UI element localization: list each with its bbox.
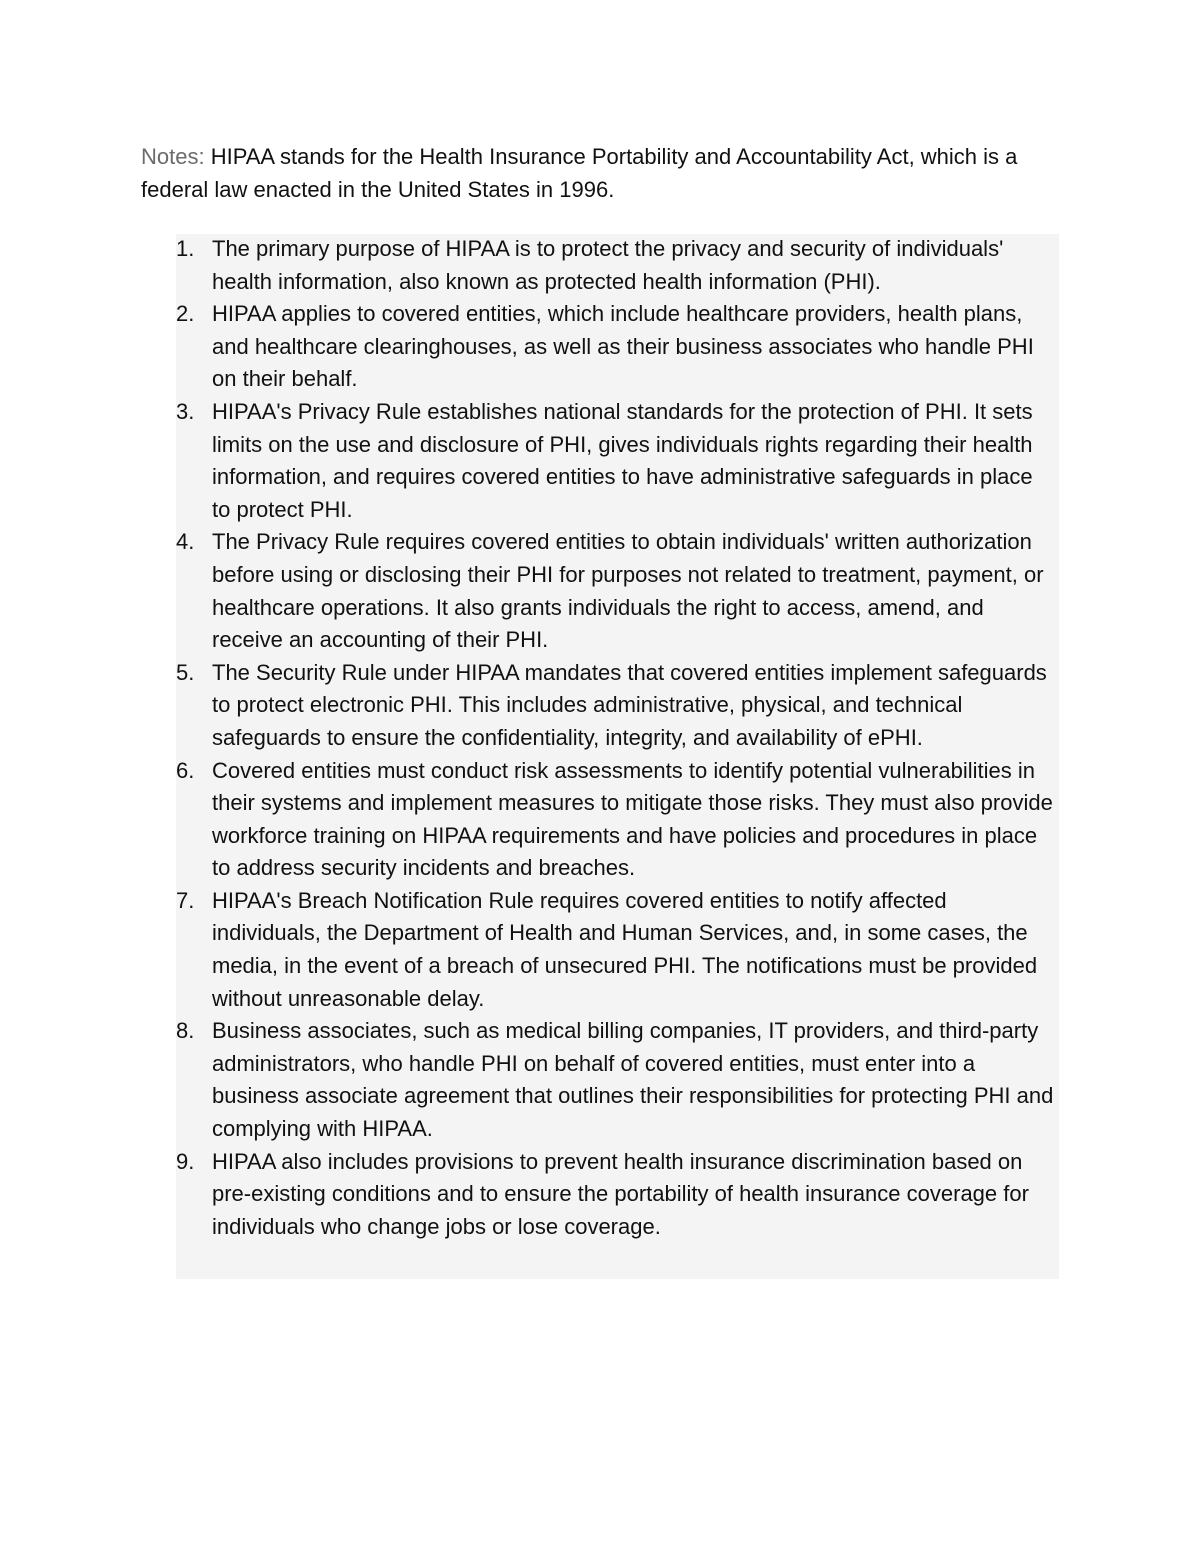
list-item-text: The Security Rule under HIPAA mandates that covered entities implement safeguards to protect electronic PHI. This includes administrative, physical, and technical safeguards to ensure the confidentiality, integrity, and availability of ePHI. (212, 659, 1047, 750)
list-item (176, 1015, 1056, 1145)
list-item-number: 4. (176, 529, 195, 555)
list-item-number: 3. (176, 398, 195, 424)
list-item (176, 755, 1056, 885)
intro-paragraph (141, 141, 1061, 206)
list-item-number: 6. (176, 757, 195, 783)
list-item-number: 1. (176, 236, 195, 261)
list-item (176, 657, 1056, 755)
list-item-text: HIPAA also includes provisions to prevent health insurance discrimination based on pre-existing conditions and to ensure the portability of health insurance coverage for individuals who change jobs or lose coverage. (212, 1148, 1029, 1239)
list-item-number: 5. (176, 659, 195, 685)
list-item (176, 298, 1056, 396)
list-item-number: 8. (176, 1018, 195, 1044)
list-item-text: The primary purpose of HIPAA is to protect the privacy and security of individuals' health information, also known as protected health information (PHI). (212, 236, 1004, 294)
list-item (176, 885, 1056, 1015)
notes-label: Notes: (141, 144, 211, 169)
list-item-text: HIPAA's Privacy Rule establishes national standards for the protection of PHI. It sets limits on the use and disclosure of PHI, gives individuals rights regarding their health information, and requires covered entities to have administrative safeguards in place to protect PHI. (212, 398, 1033, 522)
list-item (176, 526, 1056, 656)
list-item-text: Covered entities must conduct risk assessments to identify potential vulnerabilities in their systems and implement measures to mitigate those risks. They must also provide workforce training on HIPAA requirements and have policies and procedures in place to address security incidents and breaches. (212, 757, 1053, 881)
list-item-text: HIPAA applies to covered entities, which include healthcare providers, health plans, and healthcare clearinghouses, as well as their business associates who handle PHI on their behalf. (212, 301, 1034, 392)
notes-list (176, 233, 1056, 1243)
list-item (176, 1146, 1056, 1244)
list-item (176, 233, 1056, 298)
list-item (176, 396, 1056, 526)
list-item-text: Business associates, such as medical billing companies, IT providers, and third-party administrators, who handle PHI on behalf of covered entities, must enter into a business associate agreement that outlines their responsibilities for protecting PHI and complying with HIPAA. (212, 1018, 1054, 1142)
list-item-number: 9. (176, 1148, 195, 1174)
list-item-number: 2. (176, 301, 195, 327)
list-item-number: 7. (176, 887, 195, 913)
list-item-text: The Privacy Rule requires covered entities to obtain individuals' written authorization before using or disclosing their PHI for purposes not related to treatment, payment, or healthcare operations. It also grants individuals the right to access, amend, and receive an accounting of their PHI. (212, 529, 1044, 653)
intro-text: HIPAA stands for the Health Insurance Portability and Accountability Act, which is a federal law enacted in the United States in 1996. (141, 144, 1018, 202)
list-item-text: HIPAA's Breach Notification Rule requires covered entities to notify affected individuals, the Department of Health and Human Services, and, in some cases, the media, in the event of a breach of unsecured PHI. The notifications must be provided without unreasonable delay. (212, 887, 1038, 1011)
